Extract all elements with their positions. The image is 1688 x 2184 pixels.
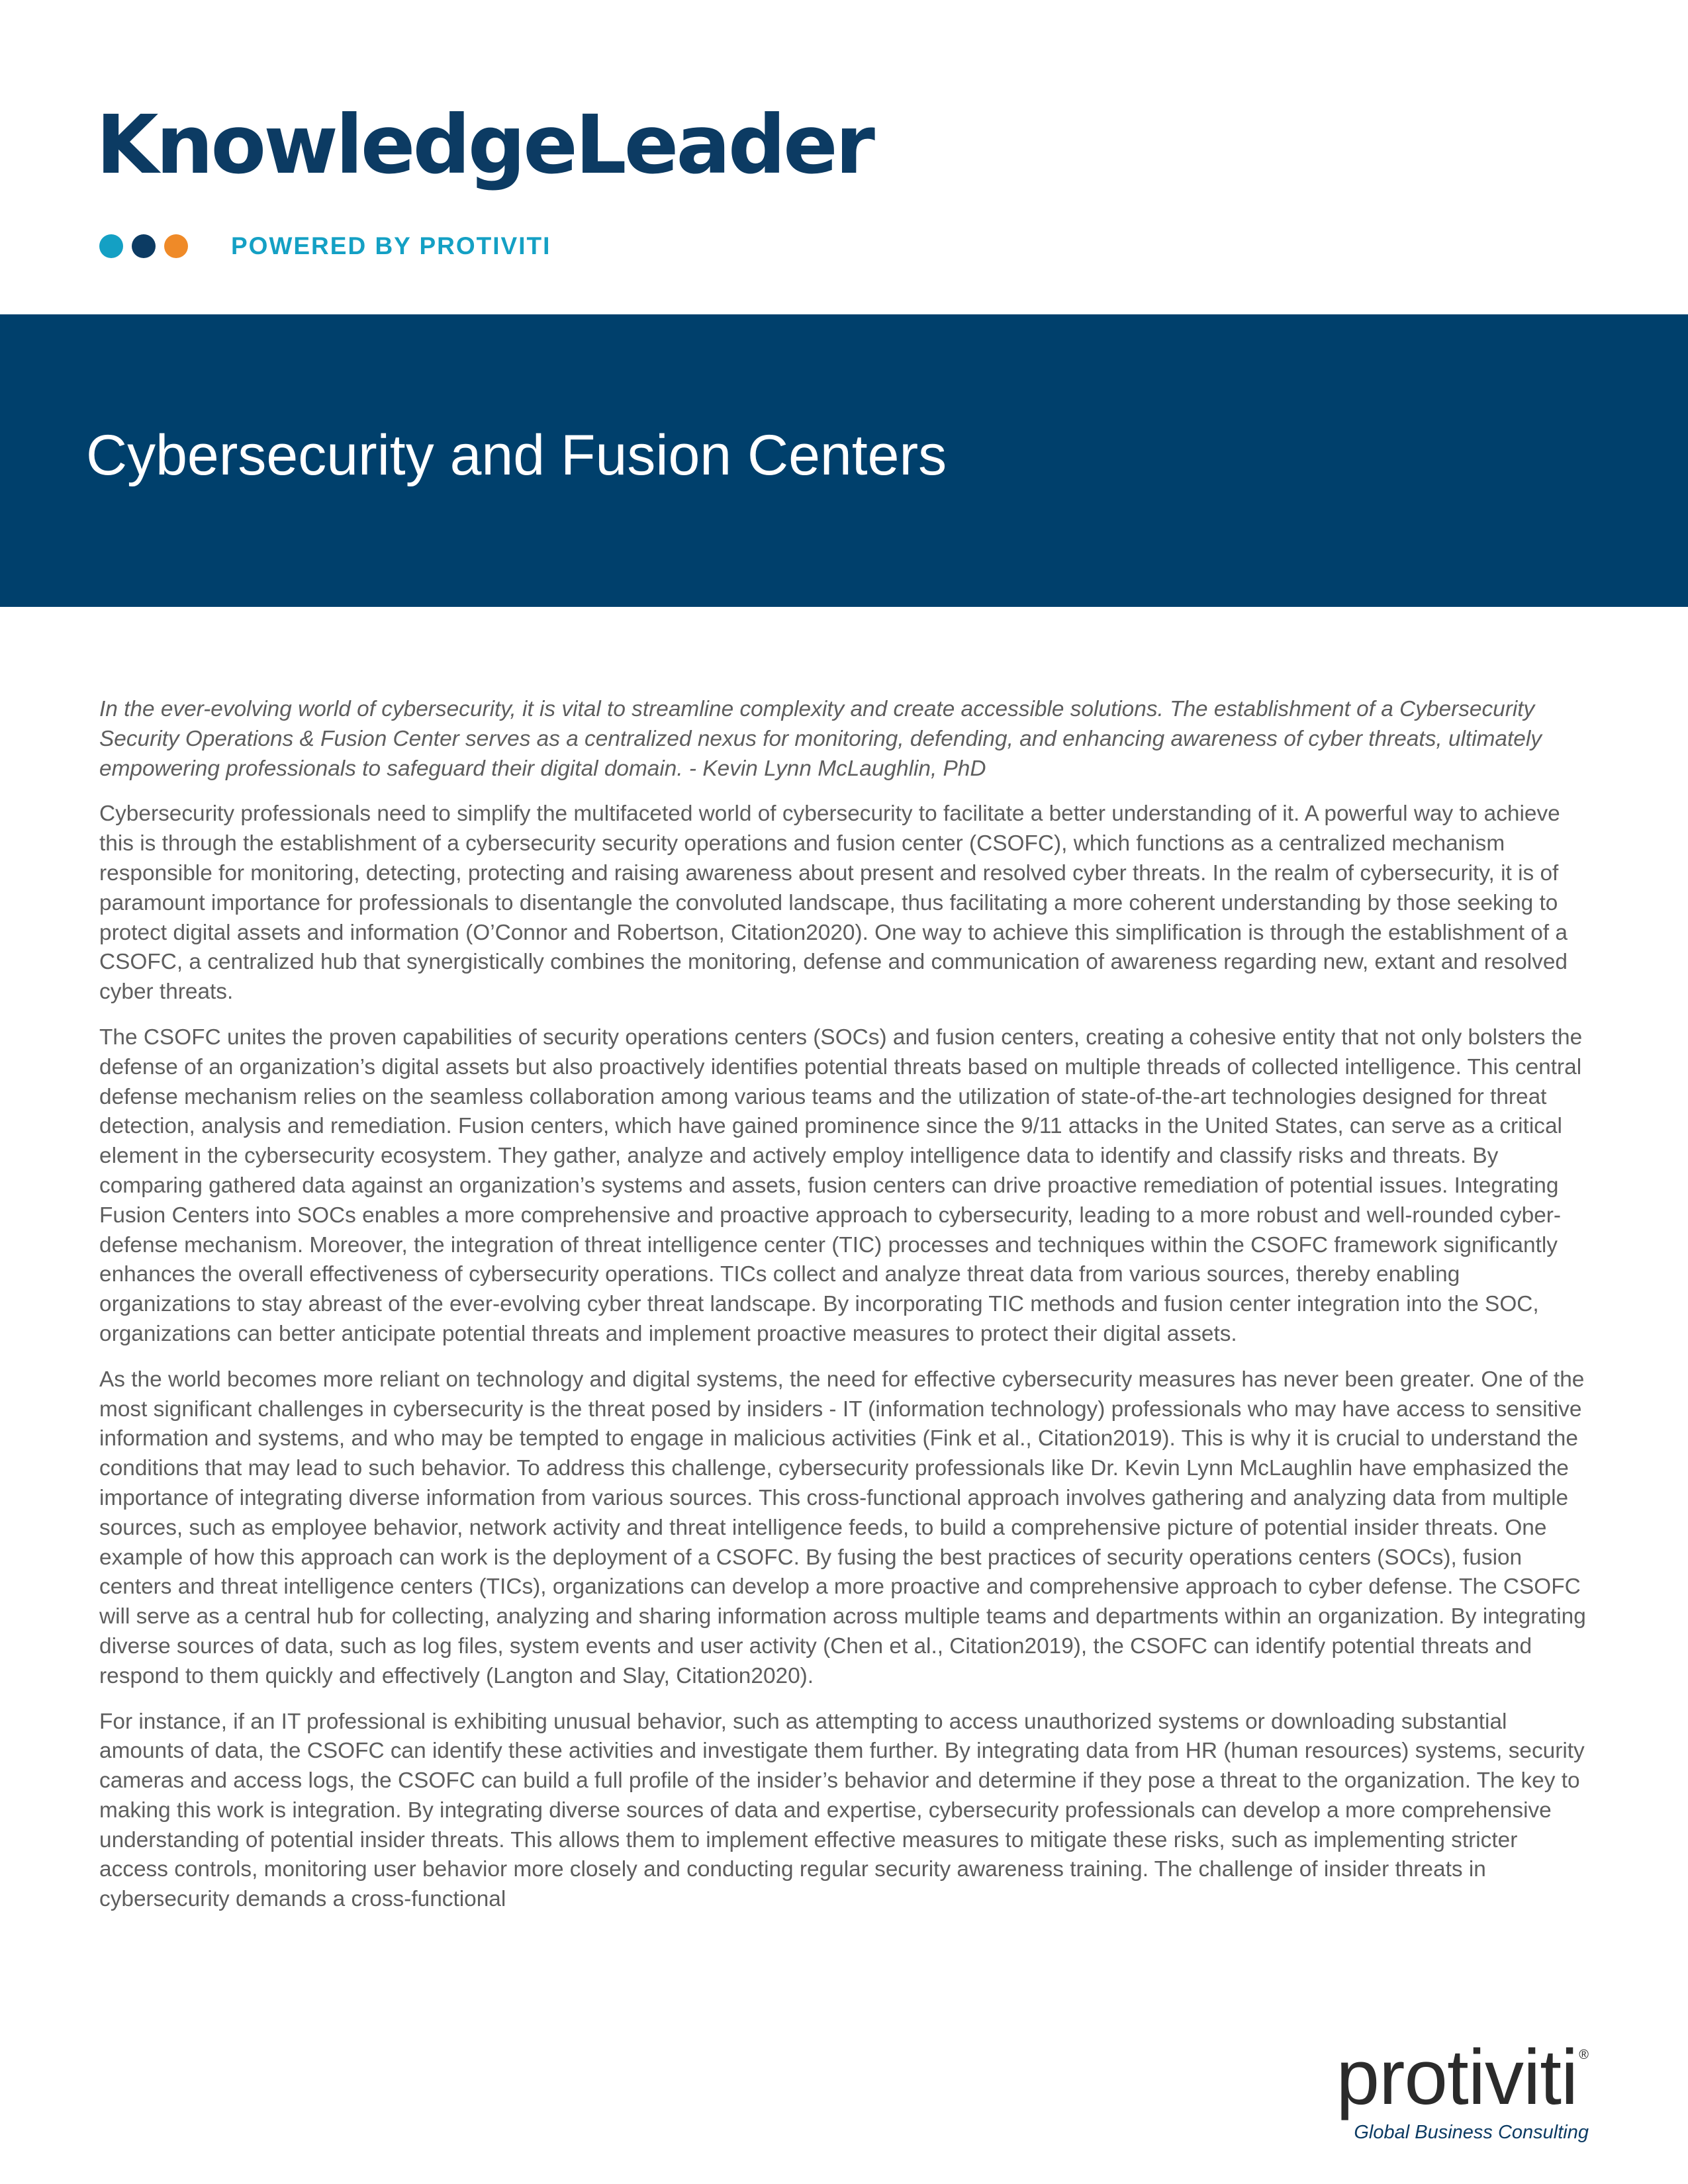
navy-dot-icon [132, 234, 156, 258]
powered-by-row [99, 233, 551, 259]
protiviti-wordmark: protiviti [1336, 2034, 1578, 2121]
body-paragraph-3: As the world becomes more reliant on technology and digital systems, the need for effective cybersecurity measures has never been greater. One of the most significant challenges in cybersecurity is the threat posed by insiders - IT (information technology) professionals who may have access to sensitive information and systems, and who may be tempted to engage in malicious activities (Fink et al., Citation2019). This is why it is crucial to understand the conditions that may lead to such behavior. To address this challenge, cybersecurity professionals like Dr. Kevin Lynn McLaughlin have emphasized the importance of integrating diverse information from various sources. This cross-functional approach involves gathering and analyzing data from multiple sources, such as employee behavior, network activity and threat intelligence feeds, to build a comprehensive picture of potential insider threats. One example of how this approach can work is the deployment of a CSOFC. By fusing the best practices of security operations centers (SOCs), fusion centers and threat intelligence centers (TICs), organizations can develop a more proactive and comprehensive approach to cyber defense. The CSOFC will serve as a central hub for collecting, analyzing and sharing information across multiple teams and departments within an organization. By integrating diverse sources of data, such as log files, system events and user activity (Chen et al., Citation2019), the CSOFC can identify potential threats and respond to them quickly and effectively (Langton and Slay, Citation2020). [99, 1367, 1586, 1688]
registered-mark: ® [1579, 2048, 1589, 2062]
intro-quote: In the ever-evolving world of cybersecurity, it is vital to streamline complexity and create accessible solutions. The establishment of a Cybersecurity Security Operations & Fusion Center serves as a centralized nexus for monitoring, defending, and enhancing awareness of cyber threats, ultimately empowering professionals to safeguard their digital domain. - Kevin Lynn McLaughlin, PhD [99, 697, 1542, 781]
page-title: Cybersecurity and Fusion Centers [86, 424, 947, 487]
article-body [99, 695, 1589, 1915]
knowledgeleader-logo: KnowledgeLeader [96, 98, 872, 192]
protiviti-footer-logo [1331, 2034, 1589, 2144]
body-paragraph-2: The CSOFC unites the proven capabilities of security operations centers (SOCs) and fusion centers, creating a cohesive entity that not only bolsters the defense of an organization’s digital assets but also proactively identifies potential threats based on multiple threads of collected intelligence. This central defense mechanism relies on the seamless collaboration among various teams and the utilization of state-of-the-art technologies designed for threat detection, analysis and remediation. Fusion centers, which have gained prominence since the 9/11 attacks in the United States, can serve as a critical element in the cybersecurity ecosystem. They gather, analyze and actively employ intelligence data to identify and classify risks and threats. By comparing gathered data against an organization’s systems and assets, fusion centers can drive proactive remediation of potential issues. Integrating Fusion Centers into SOCs enables a more comprehensive and proactive approach to cybersecurity, leading to a more robust and well-rounded cyber-defense mechanism. Moreover, the integration of threat intelligence center (TIC) processes and techniques within the CSOFC framework significantly enhances the overall effectiveness of cybersecurity operations. TICs collect and analyze threat data from various sources, thereby enabling organizations to stay abreast of the ever-evolving cyber threat landscape. By incorporating TIC methods and fusion center integration into the SOC, organizations can better anticipate potential threats and implement proactive measures to protect their digital assets. [99, 1024, 1583, 1346]
body-paragraph-1: Cybersecurity professionals need to simplify the multifaceted world of cybersecurity to facilitate a better understanding of it. A powerful way to achieve this is through the establishment of a cybersecurity security operations and fusion center (CSOFC), which functions as a centralized mechanism responsible for monitoring, detecting, protecting and raising awareness about present and resolved cyber threats. In the realm of cybersecurity, it is of paramount importance for professionals to disentangle the convoluted landscape, thus facilitating a more coherent understanding by those seeking to protect digital assets and information (O’Connor and Robertson, Citation2020). One way to achieve this simplification is through the establishment of a CSOFC, a centralized hub that synergistically combines the monitoring, defense and communication of awareness regarding new, extant and resolved cyber threats. [99, 801, 1568, 1005]
orange-dot-icon [164, 234, 188, 258]
cyan-dot-icon [99, 234, 123, 258]
title-banner [0, 314, 1688, 607]
powered-by-text: POWERED BY PROTIVITI [231, 232, 551, 259]
footer-tagline: Global Business Consulting [1354, 2122, 1589, 2143]
body-paragraph-4: For instance, if an IT professional is exhibiting unusual behavior, such as attempting to access unauthorized systems or downloading substantial amounts of data, the CSOFC can identify these activities and investigate them further. By integrating data from HR (human resources) systems, security cameras and access logs, the CSOFC can build a full profile of the insider’s behavior and determine if they pose a threat to the organization. The key to making this work is integration. By integrating diverse sources of data and expertise, cybersecurity professionals can develop a more comprehensive understanding of potential insider threats. This allows them to implement effective measures to mitigate these risks, such as implementing stricter access controls, monitoring user behavior more closely and conducting regular security awareness training. The challenge of insider threats in cybersecurity demands a cross-functional [99, 1709, 1585, 1912]
